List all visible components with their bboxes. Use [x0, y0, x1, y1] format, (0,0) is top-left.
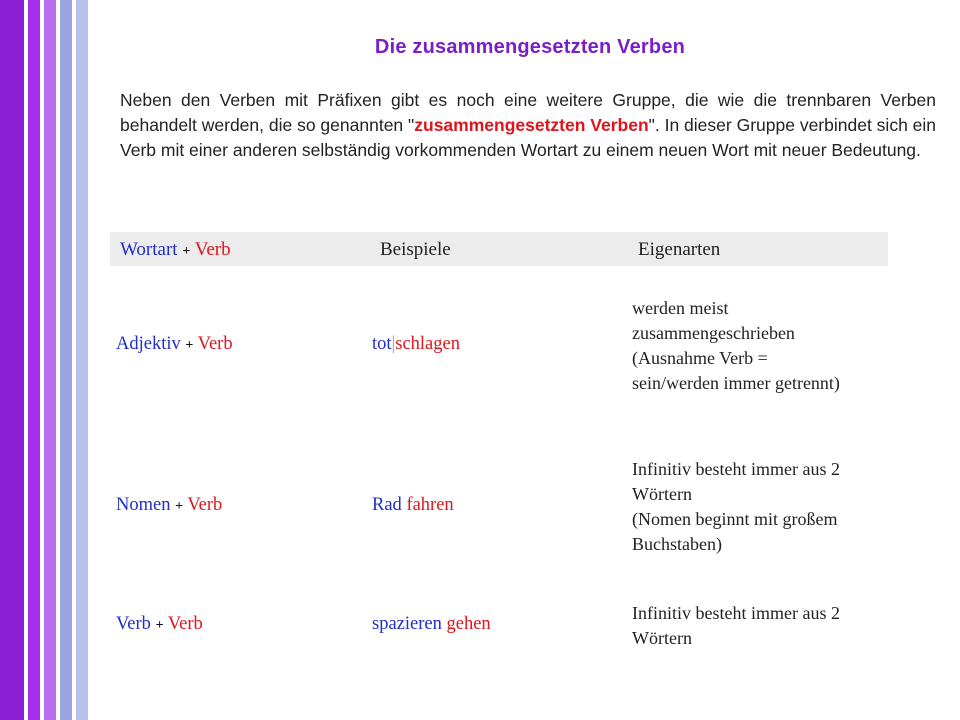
decorative-stripes	[0, 0, 100, 720]
intro-text-1: Neben den Verben mit Präfixen gibt es noch eine weitere Gruppe, die wie die trennbaren Verben behandelt werden, die so genannten "	[120, 90, 936, 135]
table-row-1-type	[116, 334, 233, 355]
table-row-1-notes	[632, 296, 902, 396]
stripe-pale-lavender	[76, 0, 88, 720]
header-plus: +	[182, 244, 191, 259]
intro-paragraph	[120, 88, 936, 163]
row1-note-line: (Ausnahme Verb =	[632, 348, 768, 368]
row2-ex-b: fahren	[406, 495, 454, 515]
table-row-3-notes	[632, 601, 902, 651]
row1-plus: +	[185, 338, 194, 353]
stripe-dark-purple	[0, 0, 24, 720]
row3-ex-b: gehen	[446, 614, 491, 634]
table-row-3-type	[116, 614, 203, 635]
row1-ex-a: tot	[372, 334, 392, 354]
row3-plus: +	[155, 618, 164, 633]
row3-type-a: Verb	[116, 614, 151, 634]
row1-note-line: zusammengeschrieben	[632, 323, 795, 343]
row1-sep: |	[391, 334, 396, 354]
row2-note-line: Buchstaben)	[632, 534, 722, 554]
row2-note-line: (Nomen beginnt mit großem	[632, 509, 838, 529]
intro-highlight: zusammengesetzten Verben	[414, 115, 649, 135]
page-title: Die zusammengesetzten Verben	[374, 36, 686, 58]
stripe-light-purple	[44, 0, 56, 720]
row2-ex-a: Rad	[372, 495, 402, 515]
table-row-1-example	[372, 334, 460, 355]
row1-type-a: Adjektiv	[116, 334, 181, 354]
row1-ex-b: schlagen	[395, 334, 460, 354]
row2-type-a: Nomen	[116, 495, 171, 515]
header-verb: Verb	[194, 239, 231, 260]
header-eigenarten: Eigenarten	[638, 239, 721, 260]
row2-note-line: Wörtern	[632, 484, 692, 504]
table-row-2-type	[116, 495, 222, 516]
row2-note-line: Infinitiv besteht immer aus 2	[632, 459, 840, 479]
row1-note-line: sein/werden immer getrennt)	[632, 373, 840, 393]
row3-ex-a: spazieren	[372, 614, 442, 634]
row2-type-b: Verb	[187, 495, 223, 515]
row3-type-b: Verb	[167, 614, 203, 634]
table-row-2-example	[372, 495, 454, 516]
row3-note-line: Infinitiv besteht immer aus 2	[632, 603, 840, 623]
header-wortart: Wortart	[120, 239, 178, 260]
row1-note-line: werden meist	[632, 298, 729, 318]
row3-note-line: Wörtern	[632, 628, 692, 648]
header-beispiele: Beispiele	[380, 239, 451, 260]
table-header	[110, 232, 888, 266]
header-wortart-verb	[120, 239, 231, 261]
row2-plus: +	[175, 499, 184, 514]
stripe-purple	[28, 0, 40, 720]
intro-text-2: ". In dieser Gruppe verbindet sich ein Verb mit einer anderen selbständig vorkommenden Wortart zu einem neuen Wort mit neuer Bedeutung.	[120, 115, 937, 160]
table-row-3-example	[372, 614, 491, 635]
row1-type-b: Verb	[197, 334, 233, 354]
table-row-2-notes	[632, 457, 902, 557]
stripe-lavender	[60, 0, 72, 720]
